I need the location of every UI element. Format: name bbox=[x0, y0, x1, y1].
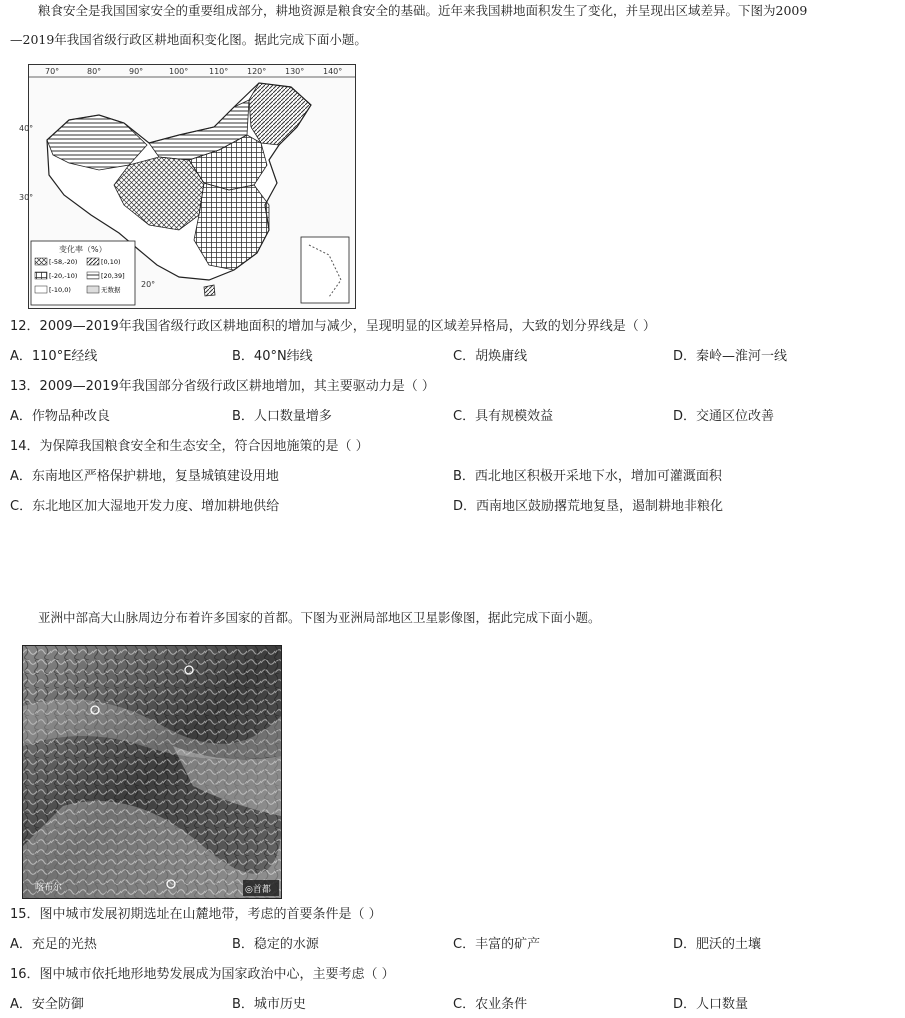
q15-option-b[interactable]: B．稳定的水源 bbox=[232, 937, 319, 952]
legend-item: [20,39] bbox=[101, 272, 125, 280]
passage1-line2: —2019年我国省级行政区耕地面积变化图。据此完成下面小题。 bbox=[10, 32, 367, 47]
lat-label: 40° bbox=[19, 124, 34, 133]
region-northeast bbox=[249, 83, 311, 145]
q12-option-c[interactable]: C．胡焕庸线 bbox=[453, 349, 528, 364]
south-china-sea-inset bbox=[301, 237, 349, 303]
passage1-line1: 粮食安全是我国国家安全的重要组成部分，耕地资源是粮食安全的基础。近年来我国耕地面积发生了变化，并呈现出区域差异。下图为2009 bbox=[38, 3, 808, 18]
q15-option-c[interactable]: C．丰富的矿产 bbox=[453, 937, 541, 952]
region-south bbox=[194, 183, 269, 270]
legend-item: [-10,0) bbox=[49, 286, 71, 294]
question-12-stem: 12．2009—2019年我国省级行政区耕地面积的增加与减少，呈现明显的区域差异格局，大致的划分界线是（ ） bbox=[10, 319, 656, 334]
q16-option-c[interactable]: C．农业条件 bbox=[453, 997, 528, 1012]
q13-option-d[interactable]: D．交通区位改善 bbox=[673, 409, 775, 424]
passage2-line1: 亚洲中部高大山脉周边分布着许多国家的首都。下图为亚洲局部地区卫星影像图，据此完成下面小题。 bbox=[38, 610, 601, 625]
satellite-svg bbox=[23, 646, 281, 898]
legend-item: 无数据 bbox=[101, 286, 121, 294]
lon-label: 130° bbox=[285, 67, 305, 76]
q14-option-a[interactable]: A．东南地区严格保护耕地，复垦城镇建设用地 bbox=[10, 469, 279, 484]
satellite-legend-capital: ◎首都 bbox=[245, 885, 271, 895]
q14-option-c[interactable]: C．东北地区加大湿地开发力度、增加耕地供给 bbox=[10, 499, 280, 514]
q13-option-c[interactable]: C．具有规模效益 bbox=[453, 409, 554, 424]
lat-label: 30° bbox=[19, 193, 34, 202]
q13-option-b[interactable]: B．人口数量增多 bbox=[232, 409, 332, 424]
map-svg bbox=[19, 65, 355, 308]
lon-label: 120° bbox=[247, 67, 267, 76]
legend-item: [-20,-10) bbox=[49, 272, 78, 280]
legend-item: [0,10) bbox=[101, 258, 121, 266]
map-legend bbox=[31, 241, 135, 305]
cropland-change-map bbox=[19, 64, 356, 309]
q16-option-a[interactable]: A．安全防御 bbox=[10, 997, 84, 1012]
lat-label: 20° bbox=[141, 280, 156, 289]
q14-option-b[interactable]: B．西北地区积极开采地下水，增加可灌溉面积 bbox=[453, 469, 722, 484]
region-hainan bbox=[204, 285, 215, 296]
satellite-image bbox=[22, 645, 282, 899]
question-13-stem: 13．2009—2019年我国部分省级行政区耕地增加，其主要驱动力是（ ） bbox=[10, 379, 435, 394]
lon-label: 90° bbox=[129, 67, 144, 76]
lon-label: 80° bbox=[87, 67, 102, 76]
lon-label: 100° bbox=[169, 67, 189, 76]
q16-option-b[interactable]: B．城市历史 bbox=[232, 997, 306, 1012]
q12-option-b[interactable]: B．40°N纬线 bbox=[232, 349, 313, 364]
lon-label: 140° bbox=[323, 67, 343, 76]
question-15-stem: 15．图中城市发展初期选址在山麓地带，考虑的首要条件是（ ） bbox=[10, 907, 382, 922]
lon-label: 70° bbox=[45, 67, 60, 76]
q12-option-d[interactable]: D．秦岭—淮河一线 bbox=[673, 349, 788, 364]
q15-option-d[interactable]: D．肥沃的土壤 bbox=[673, 937, 762, 952]
q12-option-a[interactable]: A．110°E经线 bbox=[10, 349, 98, 364]
question-16-stem: 16．图中城市依托地形地势发展成为国家政治中心，主要考虑（ ） bbox=[10, 967, 395, 982]
legend-item: [-58,-20) bbox=[49, 258, 78, 266]
q15-option-a[interactable]: A．充足的光热 bbox=[10, 937, 97, 952]
q16-option-d[interactable]: D．人口数量 bbox=[673, 997, 749, 1012]
question-14-stem: 14．为保障我国粮食安全和生态安全，符合因地施策的是（ ） bbox=[10, 439, 369, 454]
legend-title: 变化率（%） bbox=[59, 245, 107, 254]
satellite-label-city: 喀布尔 bbox=[35, 883, 63, 893]
lon-label: 110° bbox=[209, 67, 229, 76]
q14-option-d[interactable]: D．西南地区鼓励撂荒地复垦，遏制耕地非粮化 bbox=[453, 499, 724, 514]
q13-option-a[interactable]: A．作物品种改良 bbox=[10, 409, 110, 424]
